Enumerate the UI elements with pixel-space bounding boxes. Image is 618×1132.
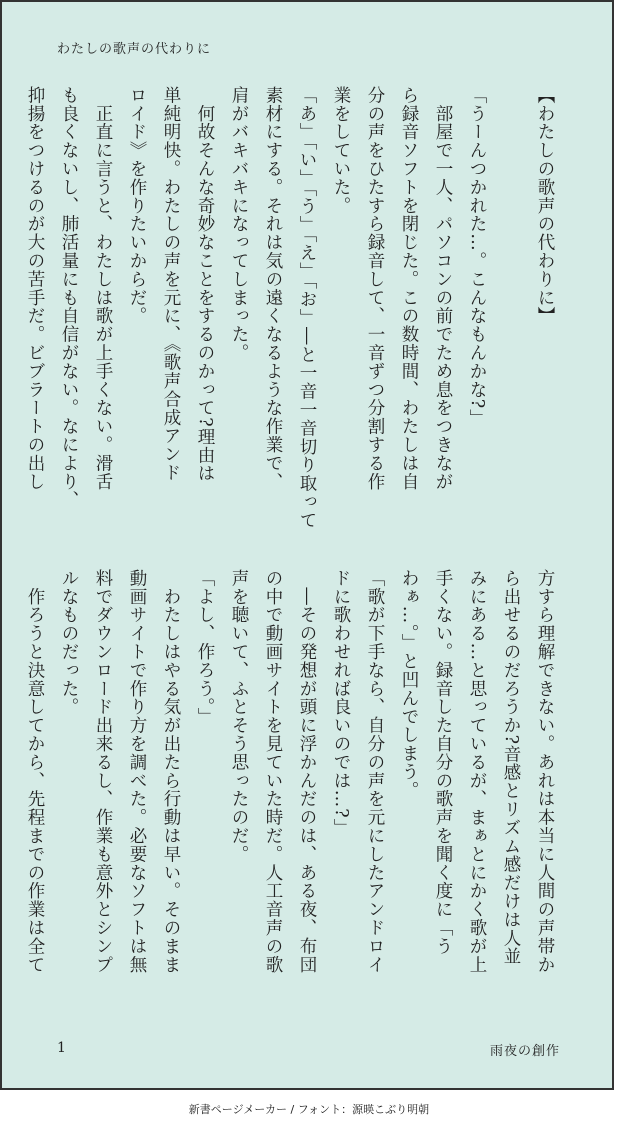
text-line: 「うーんつかれた…。こんなもんかな?」 [467,86,487,428]
text-line: 分の声をひたすら録音して、一音ずつ分割する作 [365,86,385,491]
page-number: 1 [57,1040,66,1056]
lower-text-column [25,569,562,999]
text-line: も良くないし、肺活量にも自信がない。なにより、 [59,86,79,510]
text-line: 手くない。録音した自分の歌声を聞く度に「う [433,569,453,956]
footer-credit: 新書ページメーカー / フォント：源暎こぶり明朝 [188,1103,430,1116]
text-line: 業をしていた。 [331,86,351,215]
text-line [494,86,528,518]
text-line: 「歌が下手なら、自分の声を元にしたアンドロイ [365,569,385,974]
text-line: 抑揚をつけるのが大の苦手だ。ビブラートの出し [25,86,45,491]
text-line: 素材にする。それは気の遠くなるような作業で、 [263,86,283,491]
text-line: 正直に言うと、わたしは歌が上手くない。滑舌 [93,86,113,491]
text-line: 声を聴いて、ふとそう思ったのだ。 [229,569,249,864]
text-line: 料でダウンロード出来るし、作業も意外とシンプ [93,569,113,974]
text-line: 「よし、作ろう。」 [195,569,215,726]
text-line: 肩がバキバキになってしまった。 [229,86,249,362]
text-line: 作ろうと決意してから、先程までの作業は全て [25,569,45,974]
text-line: わたしはやる気が出たら行動は早い。そのまま [161,569,181,974]
text-line: 部屋で一人、パソコンの前でため息をつきなが [433,86,453,491]
text-line: ロイド》を作りたいからだ。 [127,86,147,326]
text-line: ルなものだった。 [59,569,79,717]
text-line: ら出せるのだろうか?音感とリズム感だけは人並 [501,569,521,966]
text-line: 「あ」「い」「う」「え」「お」―と一音一音切り取って [297,86,317,530]
text-line: ドに歌わせれば良いのでは…?」 [331,569,351,837]
text-line: わぁ…。」と凹んでしまう。 [399,569,419,800]
text-line: 動画サイトで作り方を調べた。必要なソフトは無 [127,569,147,974]
text-line: の中で動画サイトを見ていた時だ。人工音声の歌 [263,569,283,974]
text-line: みにある…と思っているが、まぁとにかく歌が上 [467,569,487,974]
running-title: わたしの歌声の代わりに [57,42,212,57]
text-line: 方すら理解できない。あれは本当に人間の声帯か [535,569,555,974]
text-line: ら録音ソフトを閉じた。この数時間、わたしは自 [399,86,419,491]
upper-text-column [25,86,562,530]
text-line: 【わたしの歌声の代わりに】 [535,86,555,326]
text-line: 単純明快。わたしの声を元に、《歌声合成アンド [161,86,181,483]
author-name: 雨夜の創作 [489,1044,560,1059]
text-line: 何故そんな奇妙なことをするのかって?理由は [195,86,215,483]
text-line: ―その発想が頭に浮かんだのは、ある夜、布団 [297,569,317,974]
